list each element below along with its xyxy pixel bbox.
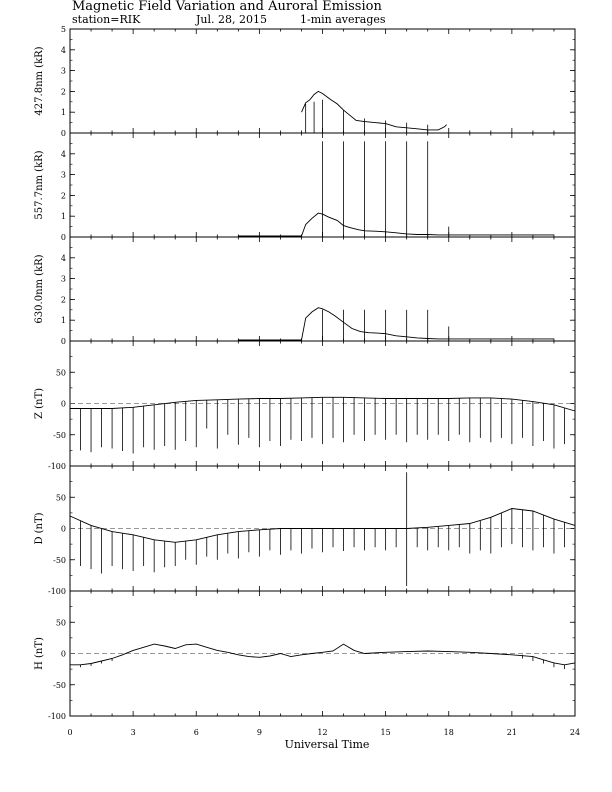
series-line-p6300 (238, 308, 554, 340)
y-tick-label: -50 (53, 430, 66, 440)
panels-group (34, 25, 575, 721)
y-tick-label: 2 (60, 295, 66, 305)
x-tick-label: 12 (317, 728, 328, 737)
panel-p6300 (34, 237, 575, 346)
y-tick-label: 2 (60, 191, 66, 201)
y-tick-label: 1 (60, 108, 66, 118)
x-tick-label: 9 (256, 728, 262, 737)
y-tick-label: 1 (60, 212, 66, 222)
date-label: Jul. 28, 2015 (196, 13, 267, 26)
y-axis-label: 630.0nm (kR) (34, 254, 45, 324)
x-axis-label: Universal Time (284, 738, 370, 751)
y-tick-label: 2 (60, 87, 66, 97)
y-tick-label: 4 (60, 253, 66, 263)
y-tick-label: -100 (48, 587, 66, 596)
x-tick-label: 24 (569, 728, 581, 737)
y-tick-label: 50 (55, 368, 66, 378)
y-tick-label: 3 (60, 274, 66, 284)
y-tick-label: 50 (55, 618, 66, 628)
panel-pd (34, 466, 575, 596)
x-tick-label: 15 (380, 728, 391, 737)
series-line-p5577 (238, 213, 554, 236)
y-tick-label: 0 (60, 233, 66, 242)
y-tick-label: 0 (60, 524, 66, 534)
x-tick-label: 3 (130, 728, 136, 737)
y-axis-label: Z (nT) (34, 387, 45, 420)
y-axis-label: 557.7nm (kR) (34, 150, 45, 220)
y-tick-label: 0 (60, 129, 66, 138)
y-tick-label: -50 (53, 555, 66, 565)
panel-pz (34, 341, 575, 471)
y-tick-label: -100 (48, 712, 66, 721)
y-tick-label: 0 (60, 399, 66, 409)
figure-title: Magnetic Field Variation and Auroral Emission (72, 0, 382, 14)
y-tick-label: 0 (60, 649, 66, 659)
y-tick-label: -100 (48, 462, 66, 471)
x-axis (67, 728, 580, 737)
panel-p5577 (34, 133, 575, 242)
station-label: station=RIK (72, 13, 141, 26)
y-axis-label: H (nT) (34, 637, 45, 670)
x-tick-label: 18 (443, 728, 454, 737)
panel-ph (34, 591, 575, 721)
y-tick-label: 5 (60, 25, 66, 34)
y-tick-label: 3 (60, 66, 66, 76)
y-tick-label: 0 (60, 337, 66, 346)
averaging-note: 1-min averages (300, 13, 386, 26)
y-tick-label: 50 (55, 493, 66, 503)
x-tick-label: 6 (193, 728, 199, 737)
y-axis-label: D (nT) (34, 512, 45, 545)
y-axis-label: 427.8nm (kR) (34, 46, 45, 116)
x-tick-label: 0 (67, 728, 73, 737)
y-tick-label: 3 (60, 170, 66, 180)
y-tick-label: 4 (60, 45, 66, 55)
y-tick-label: 1 (60, 316, 66, 326)
panel-p4278 (34, 25, 575, 138)
series-line-p4278 (302, 91, 447, 129)
y-tick-label: 4 (60, 149, 66, 159)
y-tick-label: -50 (53, 680, 66, 690)
series-line-ph (70, 644, 575, 665)
x-tick-label: 21 (506, 728, 517, 737)
